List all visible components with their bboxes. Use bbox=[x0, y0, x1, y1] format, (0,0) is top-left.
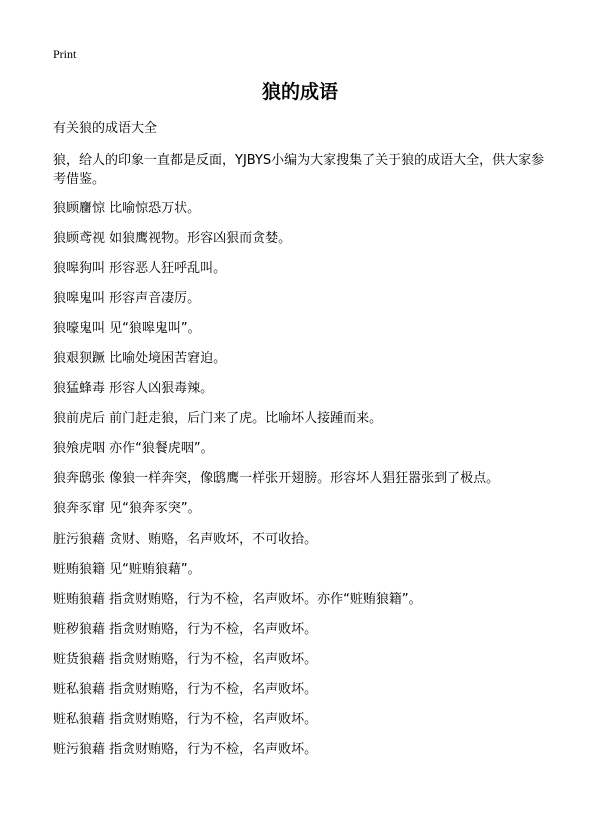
idiom-entry: 狼嗥狗叫 形容恶人狂呼乱叫。 bbox=[53, 261, 227, 277]
idiom-entry: 赃贿狼籍 见“赃贿狼藉”。 bbox=[53, 561, 201, 577]
idiom-entry: 赃污狼藉 指贪财贿赂，行为不检，名声败坏。 bbox=[53, 741, 318, 757]
intro-paragraph: 狼，给人的印象一直都是反面，YJBYS小编为大家搜集了关于狼的成语大全，供大家参考借鉴。 bbox=[53, 153, 545, 187]
idiom-entry: 狼猛蜂毒 形容人凶狠毒辣。 bbox=[53, 381, 214, 397]
idiom-entry: 狼前虎后 前门赶走狼，后门来了虎。比喻坏人接踵而来。 bbox=[53, 411, 383, 427]
idiom-entry: 狼嗥鬼叫 形容声音凄厉。 bbox=[53, 291, 201, 307]
idiom-entry: 赃私狼藉 指贪财贿赂，行为不检，名声败坏。 bbox=[53, 711, 318, 727]
idiom-entry: 赃货狼藉 指贪财贿赂，行为不检，名声败坏。 bbox=[53, 651, 318, 667]
idiom-entry: 赃贿狼藉 指贪财贿赂，行为不检，名声败坏。亦作“赃贿狼籍”。 bbox=[53, 591, 422, 607]
idiom-entry: 狼奔鸱张 像狼一样奔突，像鸱鹰一样张开翅膀。形容坏人猖狂嚣张到了极点。 bbox=[53, 471, 500, 487]
idiom-entry: 狼奔豕窜 见“狼奔豕突”。 bbox=[53, 501, 201, 517]
idiom-list bbox=[53, 201, 573, 772]
idiom-entry: 狼顾麕惊 比喻惊恐万状。 bbox=[53, 201, 201, 216]
idiom-entry: 赃私狼藉 指贪财贿赂，行为不检，名声败坏。 bbox=[53, 681, 318, 697]
idiom-entry: 狼艰狈蹶 比喻处境困苦窘迫。 bbox=[53, 351, 227, 367]
page-subtitle: 有关狼的成语大全 bbox=[53, 121, 158, 136]
idiom-entry: 狼嚎鬼叫 见“狼嗥鬼叫”。 bbox=[53, 321, 201, 337]
idiom-entry: 赃秽狼藉 指贪财贿赂，行为不检，名声败坏。 bbox=[53, 621, 318, 637]
idiom-entry: 狼飧虎咽 亦作“狼餐虎咽”。 bbox=[53, 441, 214, 457]
idiom-entry: 狼顾鸢视 如狼鹰视物。形容凶狠而贪婪。 bbox=[53, 231, 292, 247]
print-label: Print bbox=[53, 47, 77, 61]
idiom-entry: 脏污狼藉 贪财、贿赂，名声败坏，不可收拾。 bbox=[53, 531, 318, 547]
page-title: 狼的成语 bbox=[261, 81, 338, 103]
